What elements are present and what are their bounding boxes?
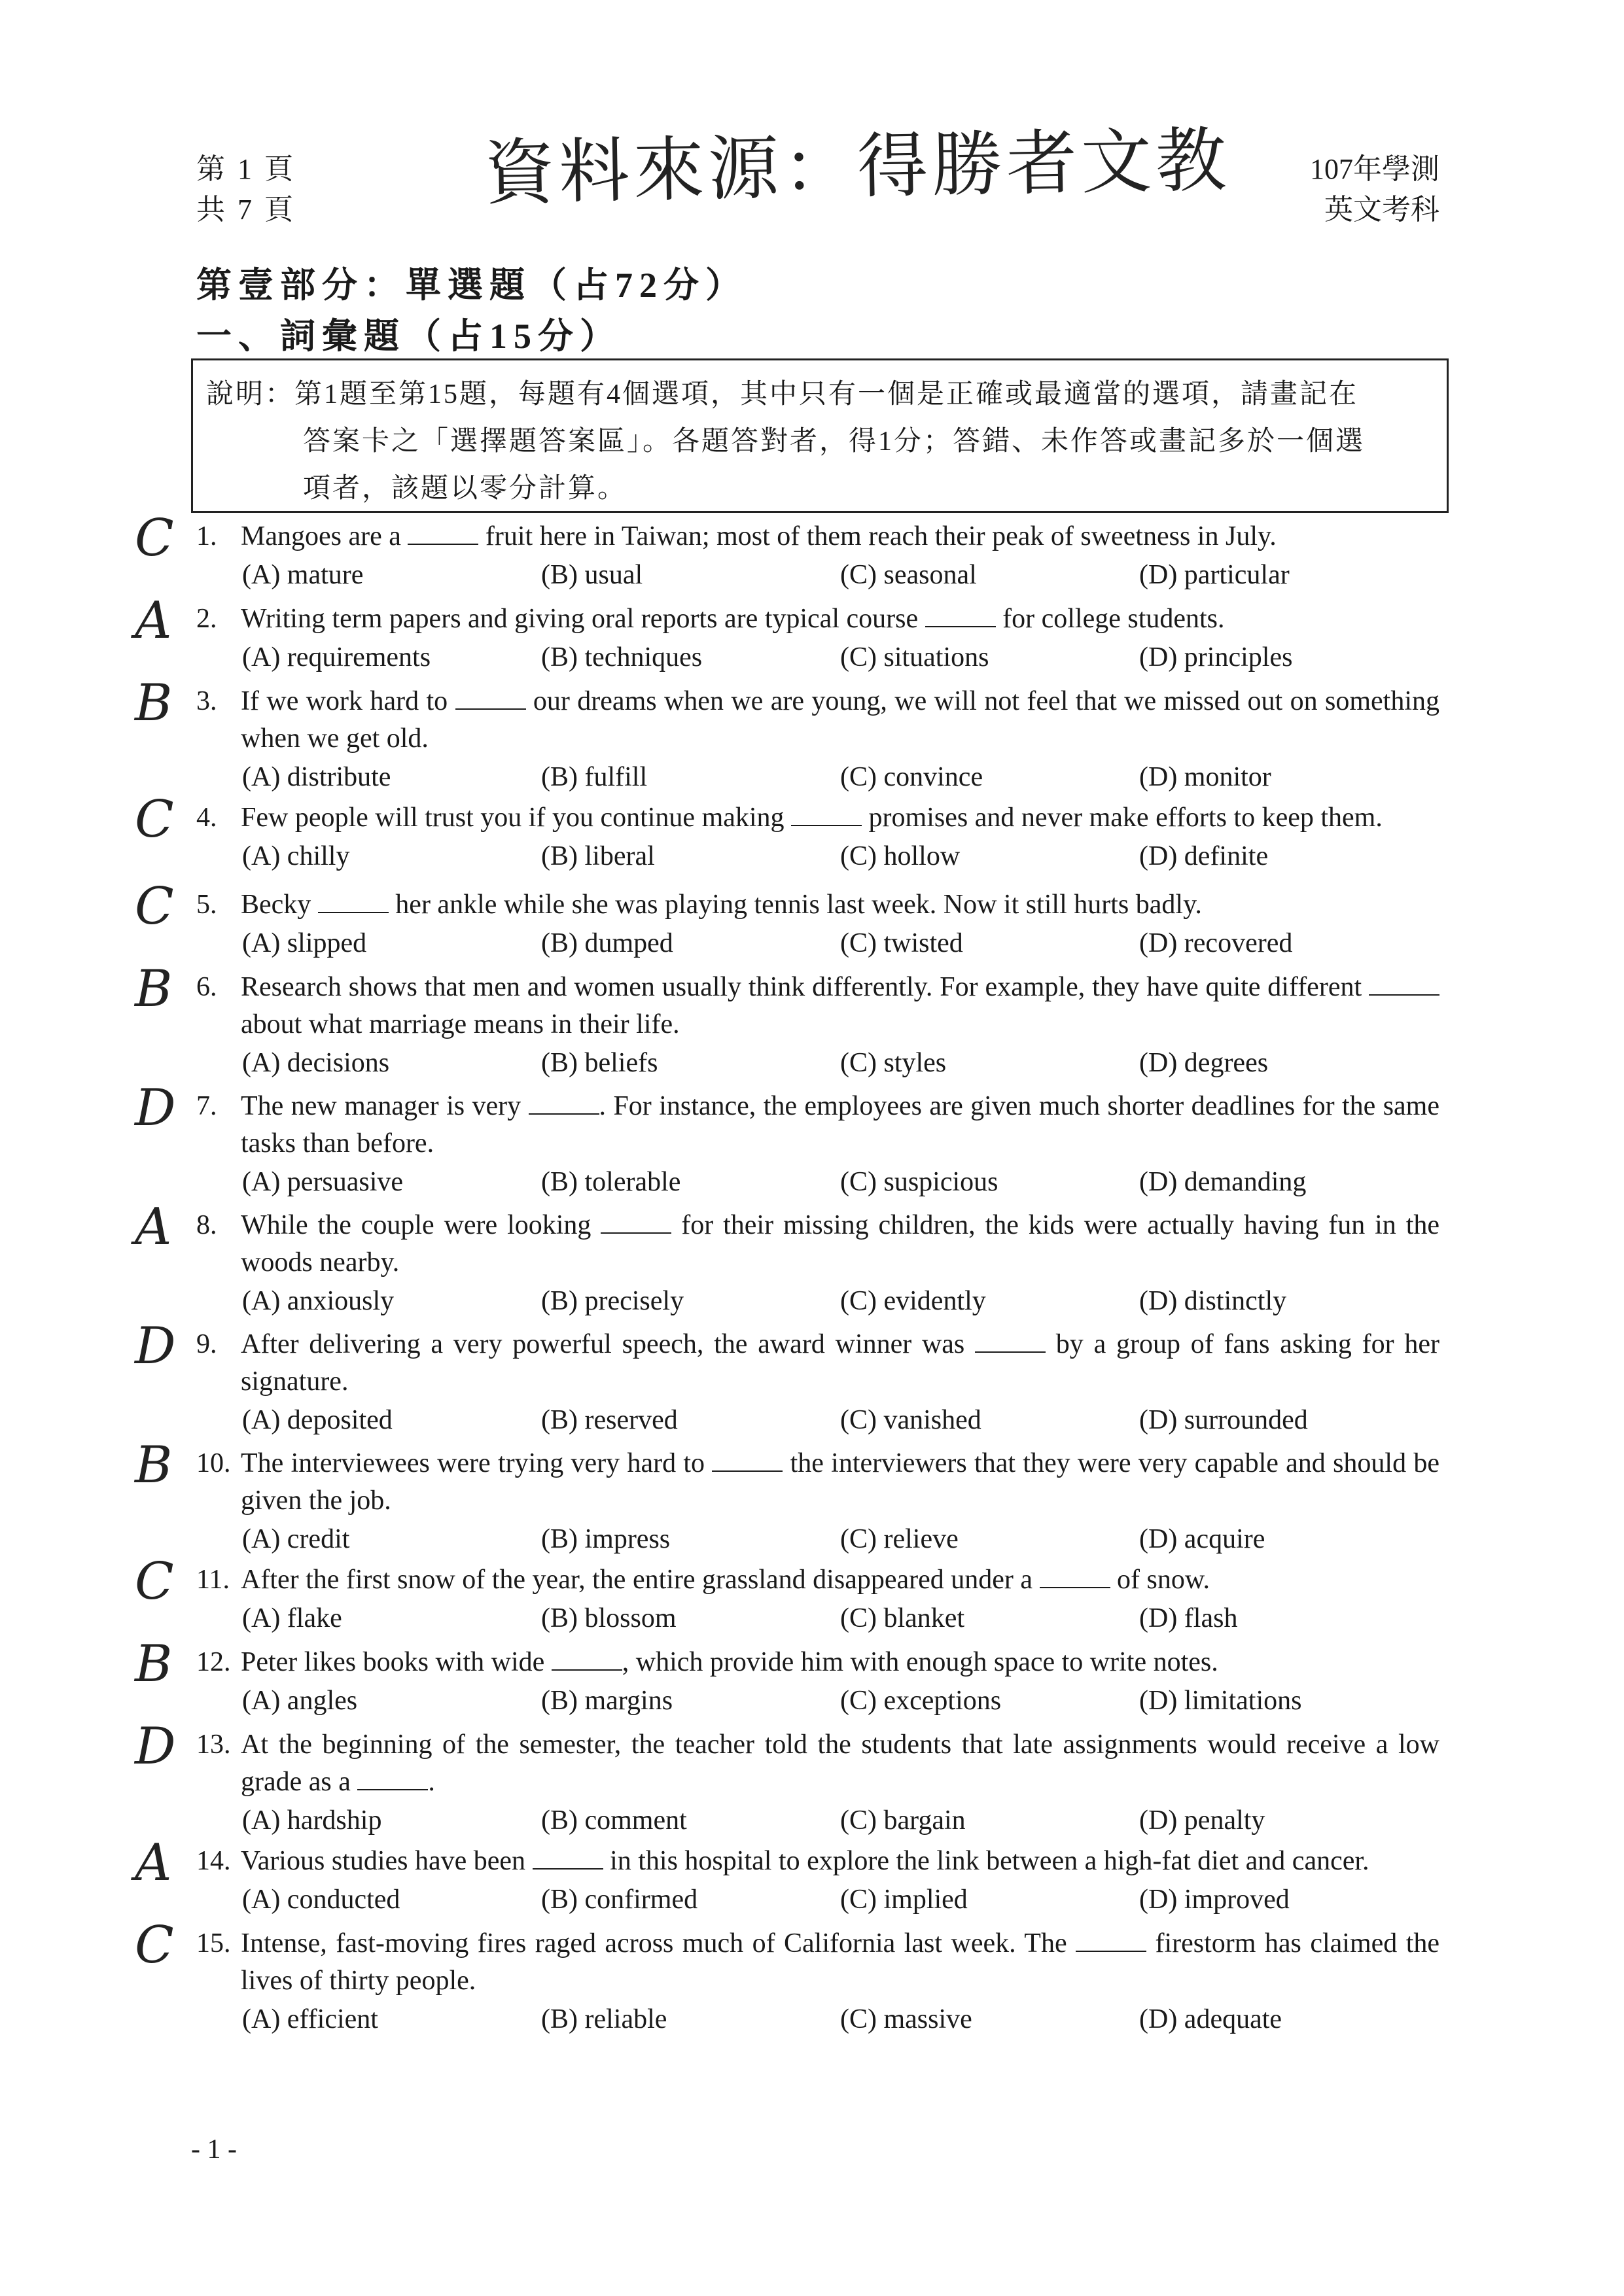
- handwritten-answer-mark: C: [135, 790, 174, 849]
- option-c: (C) suspicious: [840, 1167, 998, 1197]
- question-number: 8.: [196, 1210, 217, 1240]
- question-stem: [196, 518, 1439, 555]
- option-b: (B) confirmed: [541, 1885, 698, 1915]
- option-a: (A) distribute: [242, 762, 391, 792]
- question-item: [196, 1726, 1439, 1839]
- question-number: 2.: [196, 604, 217, 634]
- option-c: (C) vanished: [840, 1405, 981, 1435]
- question-number: 15.: [196, 1928, 231, 1958]
- question-number: 9.: [196, 1329, 217, 1359]
- question-text-after-blank: in this hospital to explore the link between a high-fat diet and cancer.: [603, 1846, 1369, 1876]
- option-b: (B) tolerable: [541, 1167, 681, 1197]
- question-number: 12.: [196, 1647, 231, 1677]
- handwritten-answer-mark: A: [135, 591, 172, 650]
- handwritten-answer-mark: B: [135, 960, 173, 1018]
- option-b: (B) dumped: [541, 928, 673, 958]
- option-c: (C) blanket: [840, 1603, 965, 1633]
- option-a: (A) flake: [242, 1603, 342, 1633]
- question-text-before-blank: Various studies have been: [241, 1846, 533, 1876]
- option-row: [196, 925, 1439, 962]
- question-number: 10.: [196, 1448, 231, 1478]
- option-d: (D) particular: [1139, 560, 1290, 590]
- question-item: [196, 886, 1439, 962]
- handwritten-answer-mark: D: [135, 1317, 176, 1376]
- option-c: (C) seasonal: [840, 560, 977, 590]
- option-b: (B) usual: [541, 560, 643, 590]
- question-text: [241, 1326, 1439, 1400]
- option-b: (B) techniques: [541, 642, 703, 672]
- option-row: [196, 2001, 1439, 2038]
- question-stem: [196, 1925, 1439, 2000]
- question-text-after-blank: promises and never make efforts to keep them.: [862, 803, 1383, 833]
- question-text-before-blank: After delivering a very powerful speech, the award winner was: [241, 1329, 976, 1359]
- question-text: [241, 799, 1439, 837]
- option-row: [196, 1600, 1439, 1637]
- question-item: [196, 1925, 1439, 2038]
- option-b: (B) liberal: [541, 841, 655, 871]
- question-item: [196, 1088, 1439, 1201]
- option-d: (D) acquire: [1139, 1524, 1265, 1554]
- question-item: [196, 683, 1439, 796]
- handwritten-answer-mark: A: [135, 1198, 172, 1257]
- option-b: (B) comment: [541, 1805, 687, 1835]
- question-text: [241, 969, 1439, 1043]
- option-b: (B) fulfill: [541, 762, 648, 792]
- answer-blank: [1076, 1931, 1146, 1952]
- question-text-before-blank: Writing term papers and giving oral reports are typical course: [241, 604, 925, 634]
- option-d: (D) penalty: [1139, 1805, 1265, 1835]
- question-text-after-blank: fruit here in Taiwan; most of them reach their peak of sweetness in July.: [478, 521, 1277, 551]
- question-text: [241, 1207, 1439, 1281]
- option-d: (D) definite: [1139, 841, 1269, 871]
- question-item: [196, 1644, 1439, 1720]
- question-stem: [196, 600, 1439, 638]
- answer-blank: [925, 606, 996, 627]
- question-stem: [196, 886, 1439, 924]
- answer-blank: [552, 1650, 622, 1671]
- exam-title: 107年學測: [1310, 153, 1439, 185]
- option-a: (A) hardship: [242, 1805, 382, 1835]
- page-info: [196, 149, 296, 230]
- option-row: [196, 1881, 1439, 1919]
- answer-blank: [601, 1213, 671, 1234]
- option-row: [196, 1164, 1439, 1201]
- question-text-after-blank: .: [428, 1767, 435, 1797]
- handwritten-answer-mark: D: [135, 1079, 176, 1138]
- question-text-after-blank: , which provide him with enough space to write notes.: [622, 1647, 1218, 1677]
- question-text-after-blank: for their missing children, the kids were actually having fun in the woods nearby.: [241, 1210, 1440, 1278]
- question-item: [196, 1561, 1439, 1637]
- question-number: 1.: [196, 521, 217, 551]
- answer-blank: [529, 1094, 599, 1115]
- page-total: 共 7 頁: [196, 194, 296, 226]
- option-d: (D) adequate: [1139, 2004, 1282, 2034]
- question-item: [196, 1445, 1439, 1558]
- option-c: (C) exceptions: [840, 1686, 1002, 1716]
- handwritten-answer-mark: C: [135, 1916, 174, 1975]
- option-c: (C) relieve: [840, 1524, 959, 1554]
- question-text-after-blank: our dreams when we are young, we will not feel that we missed out on something when we get old.: [241, 686, 1440, 754]
- section-subtitle: 一、詞彙題（占15分）: [196, 317, 622, 356]
- question-item: [196, 969, 1439, 1082]
- question-text-before-blank: After the first snow of the year, the entire grassland disappeared under a: [241, 1565, 1040, 1595]
- question-item: [196, 1843, 1439, 1919]
- handwritten-answer-mark: D: [135, 1717, 176, 1776]
- exam-info: [1310, 149, 1439, 230]
- page-number: 第 1 頁: [196, 153, 296, 185]
- option-b: (B) beliefs: [541, 1048, 658, 1078]
- question-text: [241, 1925, 1439, 2000]
- question-text-after-blank: by a group of fans asking for her signature.: [241, 1329, 1440, 1397]
- question-stem: [196, 683, 1439, 757]
- option-row: [196, 557, 1439, 594]
- handwritten-answer-mark: B: [135, 1436, 173, 1495]
- question-text-after-blank: the interviewers that they were very capable and should be given the job.: [241, 1448, 1439, 1516]
- question-stem: [196, 1088, 1439, 1162]
- option-c: (C) hollow: [840, 841, 961, 871]
- option-row: [196, 838, 1439, 875]
- answer-blank: [455, 689, 526, 710]
- option-c: (C) situations: [840, 642, 989, 672]
- question-text: [241, 683, 1439, 757]
- answer-blank: [357, 1769, 428, 1790]
- option-d: (D) flash: [1139, 1603, 1238, 1633]
- answer-blank: [975, 1332, 1046, 1353]
- instructions-box: [191, 358, 1449, 513]
- question-text-before-blank: The interviewees were trying very hard to: [241, 1448, 713, 1478]
- subject-title: 英文考科: [1324, 194, 1439, 226]
- answer-blank: [408, 524, 478, 545]
- question-text-after-blank: firestorm has claimed the lives of thirty people.: [241, 1928, 1440, 1996]
- answer-blank: [1040, 1567, 1110, 1588]
- answer-blank: [1369, 975, 1439, 996]
- question-stem: [196, 1326, 1439, 1400]
- question-text-before-blank: The new manager is very: [241, 1091, 529, 1121]
- handwritten-answer-mark: C: [135, 509, 174, 568]
- question-text-after-blank: . For instance, the employees are given much shorter deadlines for the same tasks than before.: [241, 1091, 1439, 1158]
- option-d: (D) demanding: [1139, 1167, 1307, 1197]
- option-d: (D) improved: [1139, 1885, 1290, 1915]
- option-d: (D) limitations: [1139, 1686, 1302, 1716]
- question-text-before-blank: Peter likes books with wide: [241, 1647, 552, 1677]
- instructions-line-3: 項者，該題以零分計算。: [303, 474, 627, 504]
- option-a: (A) chilly: [242, 841, 350, 871]
- question-text-after-blank: her ankle while she was playing tennis last week. Now it still hurts badly.: [388, 890, 1202, 920]
- question-text-before-blank: Becky: [241, 890, 318, 920]
- question-stem: [196, 799, 1439, 837]
- option-d: (D) principles: [1139, 642, 1293, 672]
- question-text-after-blank: of snow.: [1110, 1565, 1210, 1595]
- question-text: [241, 1088, 1439, 1162]
- option-c: (C) massive: [840, 2004, 972, 2034]
- handwritten-answer-mark: A: [135, 1834, 172, 1892]
- option-c: (C) bargain: [840, 1805, 966, 1835]
- question-text-before-blank: If we work hard to: [241, 686, 455, 716]
- option-b: (B) margins: [541, 1686, 673, 1716]
- option-a: (A) anxiously: [242, 1286, 395, 1316]
- question-text: [241, 1726, 1439, 1801]
- handwritten-answer-mark: B: [135, 1635, 173, 1694]
- option-a: (A) credit: [242, 1524, 350, 1554]
- question-item: [196, 1207, 1439, 1320]
- question-text-after-blank: for college students.: [995, 604, 1225, 634]
- page-footer: - 1 -: [191, 2134, 237, 2165]
- question-item: [196, 518, 1439, 594]
- question-item: [196, 600, 1439, 676]
- option-d: (D) surrounded: [1139, 1405, 1308, 1435]
- option-row: [196, 1283, 1439, 1320]
- option-c: (C) twisted: [840, 928, 963, 958]
- option-row: [196, 1802, 1439, 1839]
- question-text: [241, 886, 1439, 924]
- question-number: 14.: [196, 1846, 231, 1876]
- question-item: [196, 799, 1439, 875]
- question-number: 6.: [196, 972, 217, 1002]
- answer-blank: [318, 892, 389, 913]
- question-text: [241, 518, 1439, 555]
- question-text: [241, 1843, 1439, 1880]
- question-number: 7.: [196, 1091, 217, 1121]
- option-d: (D) monitor: [1139, 762, 1271, 792]
- option-c: (C) styles: [840, 1048, 947, 1078]
- question-text-before-blank: Intense, fast-moving fires raged across much of California last week. The: [241, 1928, 1076, 1958]
- question-text-after-blank: about what marriage means in their life.: [241, 1009, 680, 1039]
- option-b: (B) impress: [541, 1524, 671, 1554]
- option-a: (A) persuasive: [242, 1167, 404, 1197]
- option-c: (C) implied: [840, 1885, 968, 1915]
- answer-blank: [712, 1451, 783, 1472]
- instructions-line-1: 說明：第1題至第15題，每題有4個選項，其中只有一個是正確或最適當的選項，請畫記在: [206, 379, 1359, 409]
- question-item: [196, 1326, 1439, 1439]
- option-a: (A) decisions: [242, 1048, 390, 1078]
- question-text-before-blank: At the beginning of the semester, the teacher told the students that late assignments would receive a low grade as a: [241, 1730, 1439, 1797]
- option-a: (A) slipped: [242, 928, 367, 958]
- instructions-line-2: 答案卡之「選擇題答案區」。各題答對者，得1分；答錯、未作答或畫記多於一個選: [303, 426, 1366, 457]
- option-d: (D) recovered: [1139, 928, 1293, 958]
- option-row: [196, 1402, 1439, 1439]
- question-number: 11.: [196, 1565, 230, 1595]
- option-a: (A) conducted: [242, 1885, 400, 1915]
- question-text-before-blank: Few people will trust you if you continue making: [241, 803, 792, 833]
- question-stem: [196, 1644, 1439, 1681]
- option-row: [196, 639, 1439, 676]
- question-stem: [196, 1445, 1439, 1520]
- question-number: 4.: [196, 803, 217, 833]
- option-b: (B) reserved: [541, 1405, 678, 1435]
- question-stem: [196, 1843, 1439, 1880]
- handwritten-answer-mark: C: [135, 877, 174, 936]
- question-text: [241, 1644, 1439, 1681]
- question-text: [241, 600, 1439, 638]
- option-a: (A) deposited: [242, 1405, 393, 1435]
- option-b: (B) blossom: [541, 1603, 677, 1633]
- question-number: 5.: [196, 890, 217, 920]
- option-row: [196, 1521, 1439, 1558]
- option-c: (C) convince: [840, 762, 983, 792]
- option-row: [196, 759, 1439, 796]
- option-a: (A) efficient: [242, 2004, 378, 2034]
- question-text-before-blank: Mangoes are a: [241, 521, 408, 551]
- option-a: (A) requirements: [242, 642, 431, 672]
- question-text-before-blank: Research shows that men and women usually think differently. For example, they have quite different: [241, 972, 1369, 1002]
- question-stem: [196, 1207, 1439, 1281]
- question-text: [241, 1445, 1439, 1520]
- option-row: [196, 1682, 1439, 1720]
- question-stem: [196, 1726, 1439, 1801]
- handwritten-answer-mark: B: [135, 674, 173, 733]
- option-d: (D) degrees: [1139, 1048, 1269, 1078]
- handwritten-source-note: 資料來源：得勝者文教: [484, 120, 1231, 215]
- answer-blank: [791, 805, 862, 826]
- question-text: [241, 1561, 1439, 1599]
- option-a: (A) angles: [242, 1686, 358, 1716]
- option-c: (C) evidently: [840, 1286, 986, 1316]
- option-b: (B) precisely: [541, 1286, 684, 1316]
- handwritten-answer-mark: C: [135, 1552, 174, 1611]
- option-a: (A) mature: [242, 560, 364, 590]
- question-text-before-blank: While the couple were looking: [241, 1210, 601, 1240]
- option-d: (D) distinctly: [1139, 1286, 1287, 1316]
- question-number: 3.: [196, 686, 217, 716]
- option-b: (B) reliable: [541, 2004, 667, 2034]
- section-title: 第壹部分：單選題（占72分）: [196, 266, 747, 305]
- question-stem: [196, 969, 1439, 1043]
- instructions-text: [206, 371, 1436, 512]
- question-number: 13.: [196, 1730, 231, 1760]
- question-stem: [196, 1561, 1439, 1599]
- option-row: [196, 1045, 1439, 1082]
- answer-blank: [533, 1849, 603, 1870]
